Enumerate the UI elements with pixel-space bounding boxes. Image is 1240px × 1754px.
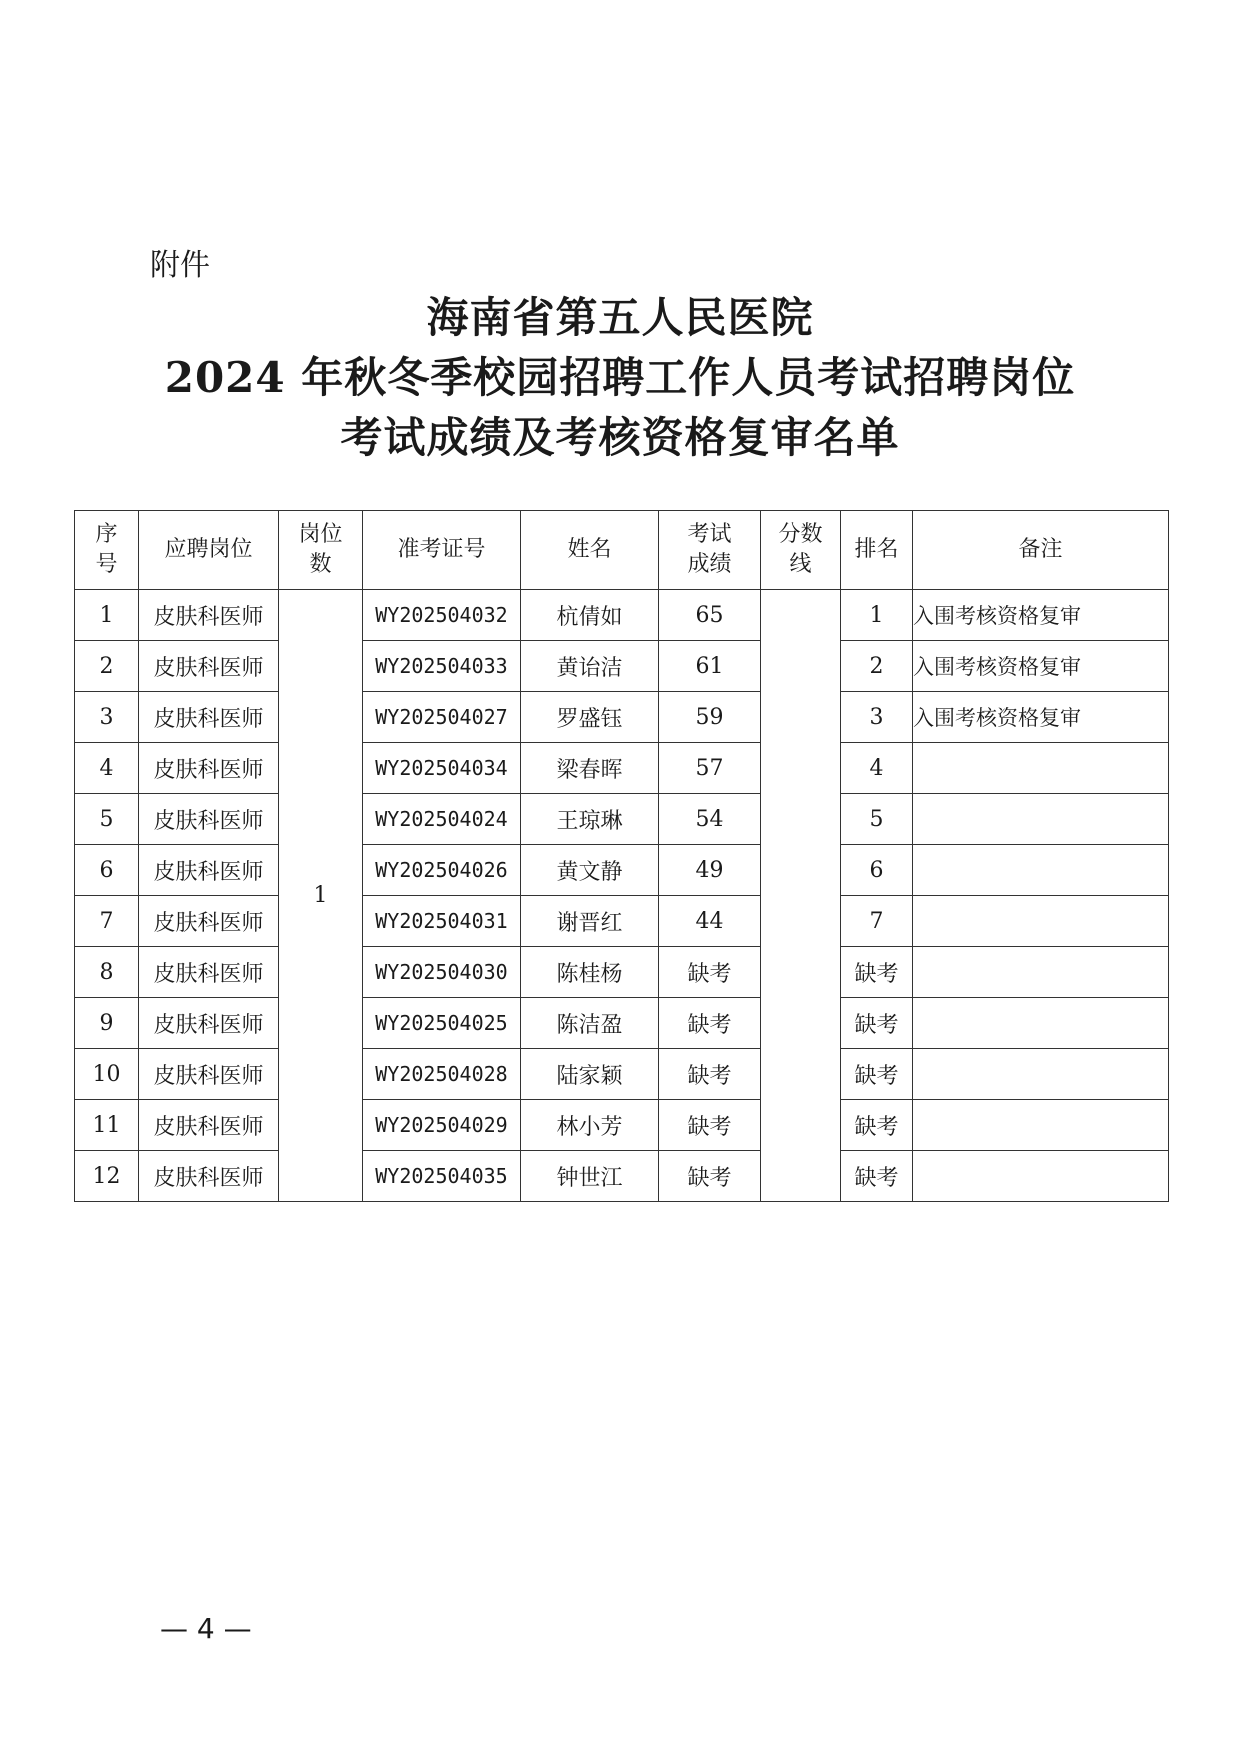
- cell-exam-id: WY202504035: [363, 1151, 521, 1202]
- cell-cutoff: [761, 590, 841, 1202]
- cell-exam-id: WY202504030: [363, 947, 521, 998]
- cell-score: 缺考: [659, 998, 761, 1049]
- cell-rank: 6: [841, 845, 913, 896]
- cell-exam-id: WY202504032: [363, 590, 521, 641]
- cell-score: 缺考: [659, 1151, 761, 1202]
- table-row: [75, 896, 1169, 947]
- roster-body: [75, 590, 1169, 1202]
- cell-rank: 缺考: [841, 1151, 913, 1202]
- cell-name: 王琼琳: [521, 794, 659, 845]
- page-number: — 4 —: [160, 1612, 252, 1645]
- cell-score: 缺考: [659, 1049, 761, 1100]
- cell-position: 皮肤科医师: [139, 998, 279, 1049]
- table-row: [75, 998, 1169, 1049]
- cell-seq: 11: [75, 1100, 139, 1151]
- cell-seq: 3: [75, 692, 139, 743]
- cell-remark: [913, 1049, 1169, 1100]
- cell-rank: 缺考: [841, 1100, 913, 1151]
- cell-score: 61: [659, 641, 761, 692]
- cell-score: 65: [659, 590, 761, 641]
- table-row: [75, 1100, 1169, 1151]
- cell-remark: [913, 743, 1169, 794]
- cell-rank: 5: [841, 794, 913, 845]
- cell-exam-id: WY202504028: [363, 1049, 521, 1100]
- attachment-label: 附件: [150, 248, 210, 283]
- cell-position: 皮肤科医师: [139, 794, 279, 845]
- cell-name: 林小芳: [521, 1100, 659, 1151]
- cell-rank: 缺考: [841, 947, 913, 998]
- cell-remark: [913, 845, 1169, 896]
- cell-remark: [913, 794, 1169, 845]
- cell-remark: [913, 998, 1169, 1049]
- title-line-1: 海南省第五人民医院: [426, 293, 814, 342]
- cell-rank: 缺考: [841, 998, 913, 1049]
- header-seq: 序 号: [75, 511, 139, 590]
- cell-name: 杭倩如: [521, 590, 659, 641]
- cell-score: 缺考: [659, 1100, 761, 1151]
- cell-seq: 10: [75, 1049, 139, 1100]
- table-row: [75, 1049, 1169, 1100]
- cell-name: 罗盛钰: [521, 692, 659, 743]
- header-position: 应聘岗位: [139, 511, 279, 590]
- cell-exam-id: WY202504024: [363, 794, 521, 845]
- cell-exam-id: WY202504031: [363, 896, 521, 947]
- cell-rank: 4: [841, 743, 913, 794]
- table-row: [75, 641, 1169, 692]
- cell-rank: 7: [841, 896, 913, 947]
- cell-exam-id: WY202504025: [363, 998, 521, 1049]
- table-row: [75, 1151, 1169, 1202]
- cell-remark: [913, 896, 1169, 947]
- cell-position: 皮肤科医师: [139, 641, 279, 692]
- header-exam-id: 准考证号: [363, 511, 521, 590]
- cell-score: 59: [659, 692, 761, 743]
- cell-name: 陆家颖: [521, 1049, 659, 1100]
- cell-seq: 1: [75, 590, 139, 641]
- header-name: 姓名: [521, 511, 659, 590]
- cell-score: 49: [659, 845, 761, 896]
- cell-position: 皮肤科医师: [139, 1151, 279, 1202]
- cell-rank: 3: [841, 692, 913, 743]
- cell-position: 皮肤科医师: [139, 1049, 279, 1100]
- cell-score: 54: [659, 794, 761, 845]
- cell-seq: 7: [75, 896, 139, 947]
- table-row: [75, 590, 1169, 641]
- title-line-2: 2024 年秋冬季校园招聘工作人员考试招聘岗位: [164, 353, 1076, 402]
- cell-position: 皮肤科医师: [139, 845, 279, 896]
- cell-remark: [913, 1100, 1169, 1151]
- cell-rank: 缺考: [841, 1049, 913, 1100]
- header-cutoff: 分数 线: [761, 511, 841, 590]
- cell-seq: 12: [75, 1151, 139, 1202]
- cell-name: 梁春晖: [521, 743, 659, 794]
- cell-exam-id: WY202504027: [363, 692, 521, 743]
- cell-position: 皮肤科医师: [139, 1100, 279, 1151]
- cell-exam-id: WY202504034: [363, 743, 521, 794]
- cell-exam-id: WY202504026: [363, 845, 521, 896]
- cell-remark: 入围考核资格复审: [913, 692, 1169, 743]
- cell-position: 皮肤科医师: [139, 743, 279, 794]
- header-score: 考试 成绩: [659, 511, 761, 590]
- header-quota: 岗位 数: [279, 511, 363, 590]
- cell-name: 黄诒洁: [521, 641, 659, 692]
- cell-seq: 8: [75, 947, 139, 998]
- cell-position: 皮肤科医师: [139, 947, 279, 998]
- cell-name: 黄文静: [521, 845, 659, 896]
- cell-exam-id: WY202504029: [363, 1100, 521, 1151]
- cell-name: 谢晋红: [521, 896, 659, 947]
- cell-name: 钟世江: [521, 1151, 659, 1202]
- roster-table: [74, 510, 1169, 1202]
- table-row: [75, 692, 1169, 743]
- cell-seq: 5: [75, 794, 139, 845]
- table-row: [75, 743, 1169, 794]
- cell-seq: 2: [75, 641, 139, 692]
- table-row: [75, 845, 1169, 896]
- cell-remark: [913, 947, 1169, 998]
- cell-score: 44: [659, 896, 761, 947]
- cell-remark: 入围考核资格复审: [913, 590, 1169, 641]
- table-row: [75, 794, 1169, 845]
- cell-rank: 2: [841, 641, 913, 692]
- cell-score: 缺考: [659, 947, 761, 998]
- cell-exam-id: WY202504033: [363, 641, 521, 692]
- cell-name: 陈桂杨: [521, 947, 659, 998]
- header-remark: 备注: [913, 511, 1169, 590]
- table-row: [75, 947, 1169, 998]
- cell-seq: 4: [75, 743, 139, 794]
- title-line-3: 考试成绩及考核资格复审名单: [340, 413, 900, 462]
- cell-position: 皮肤科医师: [139, 590, 279, 641]
- cell-remark: [913, 1151, 1169, 1202]
- cell-seq: 6: [75, 845, 139, 896]
- table-header-row: [75, 511, 1169, 590]
- cell-rank: 1: [841, 590, 913, 641]
- cell-position: 皮肤科医师: [139, 896, 279, 947]
- header-rank: 排名: [841, 511, 913, 590]
- cell-quota: 1: [279, 590, 363, 1202]
- cell-score: 57: [659, 743, 761, 794]
- cell-position: 皮肤科医师: [139, 692, 279, 743]
- cell-remark: 入围考核资格复审: [913, 641, 1169, 692]
- cell-name: 陈洁盈: [521, 998, 659, 1049]
- cell-seq: 9: [75, 998, 139, 1049]
